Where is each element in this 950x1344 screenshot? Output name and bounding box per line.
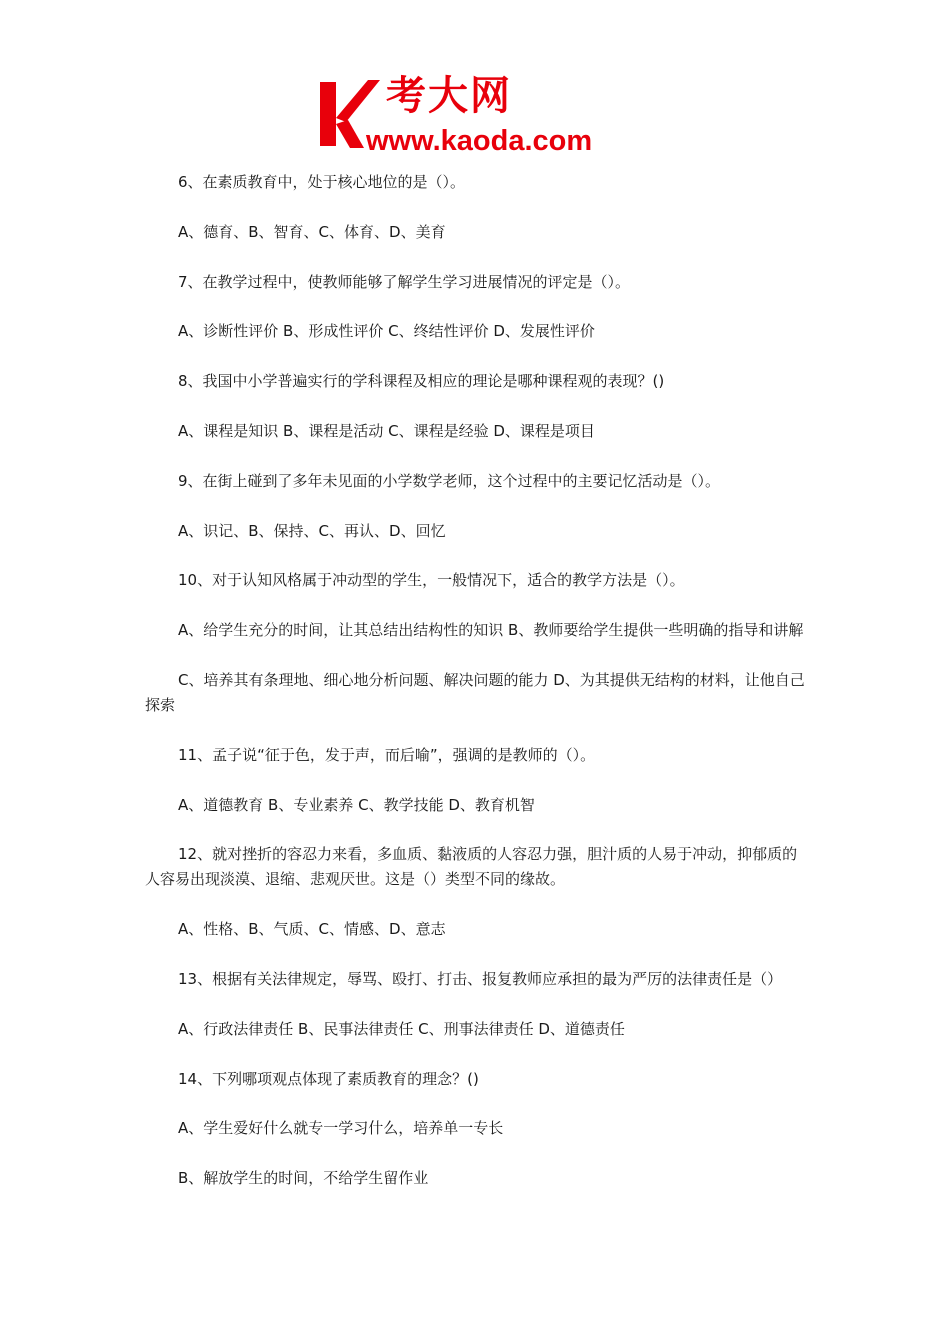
question-14-option-a: A、学生爱好什么就专一学习什么，培养单一专长 xyxy=(178,1119,504,1138)
question-11-options: A、道德教育 B、专业素养 C、教学技能 D、教育机智 xyxy=(178,795,535,814)
question-7: 7、在教学过程中，使教师能够了解学生学习进展情况的评定是（）。 xyxy=(178,272,631,291)
question-8-options: A、课程是知识 B、课程是活动 C、课程是经验 D、课程是项目 xyxy=(178,421,595,440)
question-6-options: A、德育、B、智育、C、体育、D、美育 xyxy=(178,222,446,241)
question-9: 9、在街上碰到了多年未见面的小学数学老师，这个过程中的主要记忆活动是（）。 xyxy=(178,471,721,490)
question-10-options-ab: A、给学生充分的时间，让其总结出结构性的知识 B、教师要给学生提供一些明确的指导和讲解 xyxy=(178,621,804,640)
question-10-options-cd: C、培养其有条理地、细心地分析问题、解决问题的能力 D、为其提供无结构的材料，让他自己探索 xyxy=(145,670,805,714)
question-8: 8、我国中小学普遍实行的学科课程及相应的理论是哪种课程观的表现？() xyxy=(178,372,665,391)
question-7-options: A、诊断性评价 B、形成性评价 C、终结性评价 D、发展性评价 xyxy=(178,322,595,341)
question-13: 13、根据有关法律规定，辱骂、殴打、打击、报复教师应承担的最为严厉的法律责任是（） xyxy=(178,969,783,988)
question-12-options: A、性格、B、气质、C、情感、D、意志 xyxy=(178,920,446,939)
logo-chinese-text: 考大网 xyxy=(386,73,512,119)
question-12: 12、就对挫折的容忍力来看，多血质、黏液质的人容忍力强，胆汁质的人易于冲动，抑郁质的人容易出现淡漠、退缩、悲观厌世。这是（）类型不同的缘故。 xyxy=(145,845,798,889)
question-13-options: A、行政法律责任 B、民事法律责任 C、刑事法律责任 D、道德责任 xyxy=(178,1019,625,1038)
logo-url-text: www.kaoda.com xyxy=(366,125,593,157)
question-11: 11、孟子说“征于色，发于声，而后喻”，强调的是教师的（）。 xyxy=(178,745,596,764)
question-6: 6、在素质教育中，处于核心地位的是（）。 xyxy=(178,173,466,191)
document-body xyxy=(145,170,810,1216)
question-14-option-b: B、解放学生的时间，不给学生留作业 xyxy=(178,1169,429,1188)
question-14: 14、下列哪项观点体现了素质教育的理念？() xyxy=(178,1069,479,1088)
kaoda-logo xyxy=(318,73,638,160)
question-9-options: A、识记、B、保持、C、再认、D、回忆 xyxy=(178,521,446,540)
question-10: 10、对于认知风格属于冲动型的学生，一般情况下，适合的教学方法是（）。 xyxy=(178,571,685,590)
